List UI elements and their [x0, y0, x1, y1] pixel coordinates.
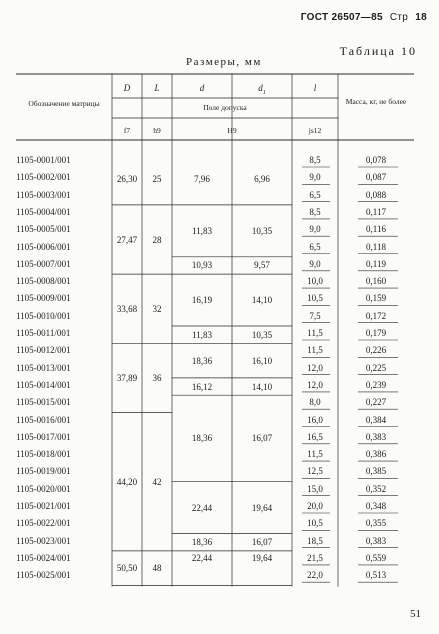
row-code: 1105-0016/001 [16, 414, 71, 425]
row-code: 1105-0012/001 [16, 345, 71, 356]
col-header-designation: Обозначение матрицы [28, 99, 100, 108]
col-header-l: l [313, 83, 317, 93]
group-d1: 10,35 [251, 329, 273, 340]
col-header-L: L [154, 83, 160, 93]
row-code: 1105-0024/001 [16, 552, 71, 563]
row-mass: 0,348 [365, 501, 387, 511]
col-header-mass: Масса, кг, не более [345, 97, 407, 106]
group-d: 22,44 [191, 502, 213, 513]
group-d: 11,83 [192, 329, 212, 340]
row-code: 1105-0008/001 [16, 276, 71, 287]
row-l: 11,5 [307, 449, 323, 460]
row-l: 10,0 [307, 276, 323, 287]
group-D: 37,89 [116, 372, 138, 383]
row-code: 1105-0022/001 [16, 518, 71, 529]
group-D: 27,47 [116, 234, 138, 245]
row-l: 12,0 [307, 362, 323, 373]
row-mass: 0,226 [365, 345, 387, 356]
row-l: 18,5 [307, 535, 323, 546]
row-mass: 0,225 [365, 362, 387, 373]
row-l: 12,0 [307, 379, 323, 390]
row-code: 1105-0019/001 [16, 466, 71, 477]
group-L: 36 [152, 372, 162, 383]
row-mass: 0,088 [365, 189, 387, 200]
row-l: 6,5 [309, 189, 321, 200]
row-mass: 0,116 [366, 224, 386, 235]
row-l: 8,0 [309, 397, 321, 408]
tol-d: H9 [227, 126, 237, 135]
group-L: 25 [152, 173, 162, 184]
row-mass: 0,117 [366, 206, 386, 217]
row-l: 21,5 [307, 552, 323, 563]
row-mass: 0,078 [365, 155, 387, 165]
group-d1: 9,57 [254, 260, 270, 271]
row-l: 10,5 [307, 518, 323, 529]
row-mass: 0,559 [365, 552, 387, 563]
row-code: 1105-0021/001 [16, 501, 71, 511]
page-num: 18 [415, 12, 427, 23]
group-L: 28 [152, 234, 162, 245]
row-code: 1105-0013/001 [16, 362, 71, 373]
row-l: 8,5 [309, 155, 321, 165]
tolerance-field-label: Поле допуска [203, 103, 247, 112]
row-code: 1105-0007/001 [16, 258, 71, 269]
tol-l: js12 [308, 126, 322, 135]
row-code: 1105-0002/001 [16, 172, 71, 183]
group-d1: 16,07 [251, 537, 273, 548]
row-code: 1105-0001/001 [16, 155, 71, 165]
row-l: 12,5 [307, 466, 323, 477]
row-mass: 0,118 [366, 241, 386, 252]
row-l: 16,0 [307, 414, 323, 425]
row-mass: 0,384 [365, 414, 387, 425]
row-l: 16,5 [307, 431, 323, 442]
group-d: 18,36 [191, 537, 213, 548]
row-mass: 0,513 [365, 570, 387, 581]
row-mass: 0,160 [365, 276, 387, 287]
sizes-label: Размеры, мм [186, 56, 262, 68]
col-header-d: d [199, 83, 205, 93]
group-L: 48 [152, 563, 162, 574]
row-code: 1105-0018/001 [16, 449, 71, 460]
row-code: 1105-0004/001 [16, 206, 71, 217]
row-mass: 0,087 [365, 172, 387, 183]
row-mass: 0,355 [365, 518, 387, 529]
group-L: 42 [152, 476, 162, 487]
group-d: 16,19 [191, 295, 213, 306]
row-mass: 0,172 [365, 310, 387, 321]
row-code: 1105-0006/001 [16, 241, 71, 252]
row-mass: 0,179 [365, 328, 387, 338]
row-l: 20,0 [307, 501, 323, 511]
tol-L: h9 [153, 126, 161, 135]
row-code: 1105-0014/001 [16, 379, 71, 390]
group-L: 32 [152, 303, 162, 314]
row-code: 1105-0015/001 [16, 397, 71, 408]
group-d1: 14,10 [251, 295, 273, 306]
page-label: Стр [389, 12, 409, 23]
row-mass: 0,386 [365, 449, 387, 460]
row-code: 1105-0005/001 [16, 224, 71, 235]
row-mass: 0,383 [365, 535, 387, 546]
row-mass: 0,352 [365, 483, 387, 494]
group-d1: 19,64 [251, 502, 273, 513]
row-mass: 0,119 [366, 258, 386, 269]
tol-D: f7 [123, 126, 131, 135]
row-code: 1105-0017/001 [16, 431, 71, 442]
row-l: 6,5 [309, 241, 321, 252]
row-code: 1105-0010/001 [16, 310, 71, 321]
group-d: 16,12 [191, 381, 213, 392]
row-l: 7,5 [309, 310, 321, 321]
row-l: 9,0 [309, 258, 321, 269]
row-code: 1105-0009/001 [16, 293, 71, 304]
row-mass: 0,239 [365, 379, 387, 390]
row-l: 9,0 [309, 224, 321, 235]
group-d: 18,36 [191, 355, 213, 366]
group-d: 7,96 [194, 173, 210, 184]
group-d: 18,36 [191, 433, 213, 444]
row-code: 1105-0011/001 [16, 328, 71, 338]
group-d1: 16,07 [251, 433, 273, 444]
col-header-D: D [123, 83, 131, 93]
group-D: 33,68 [116, 303, 138, 314]
group-D: 26,30 [116, 173, 138, 184]
col-header-d1: $d_1$ [258, 83, 266, 96]
row-mass: 0,385 [365, 466, 387, 477]
row-l: 22,0 [307, 570, 323, 581]
row-code: 1105-0025/001 [16, 570, 71, 581]
group-d1: 6,96 [254, 173, 270, 184]
row-code: 1105-0003/001 [16, 189, 71, 200]
page-number: 51 [410, 608, 421, 620]
group-d1: 19,64 [251, 552, 273, 563]
group-D: 50,50 [116, 563, 138, 574]
table-label: Таблица 10 [339, 44, 417, 58]
row-l: 11,5 [307, 328, 323, 338]
row-l: 11,5 [307, 345, 323, 356]
standard-number: ГОСТ 26507—85 [300, 12, 383, 23]
group-d1: 16,10 [251, 355, 273, 366]
group-d1: 10,35 [251, 225, 273, 236]
row-mass: 0,227 [365, 397, 387, 408]
row-l: 10,5 [307, 293, 323, 304]
row-l: 8,5 [309, 206, 321, 217]
group-d: 10,93 [191, 260, 213, 271]
row-code: 1105-0020/001 [16, 483, 71, 494]
group-D: 44,20 [116, 476, 138, 487]
group-d: 22,44 [191, 552, 213, 563]
group-d1: 14,10 [251, 381, 273, 392]
row-mass: 0,383 [365, 431, 387, 442]
row-l: 9,0 [309, 172, 321, 183]
group-d: 11,83 [192, 225, 212, 236]
row-code: 1105-0023/001 [16, 535, 71, 546]
row-l: 15,0 [307, 483, 323, 494]
row-mass: 0,159 [365, 293, 387, 304]
